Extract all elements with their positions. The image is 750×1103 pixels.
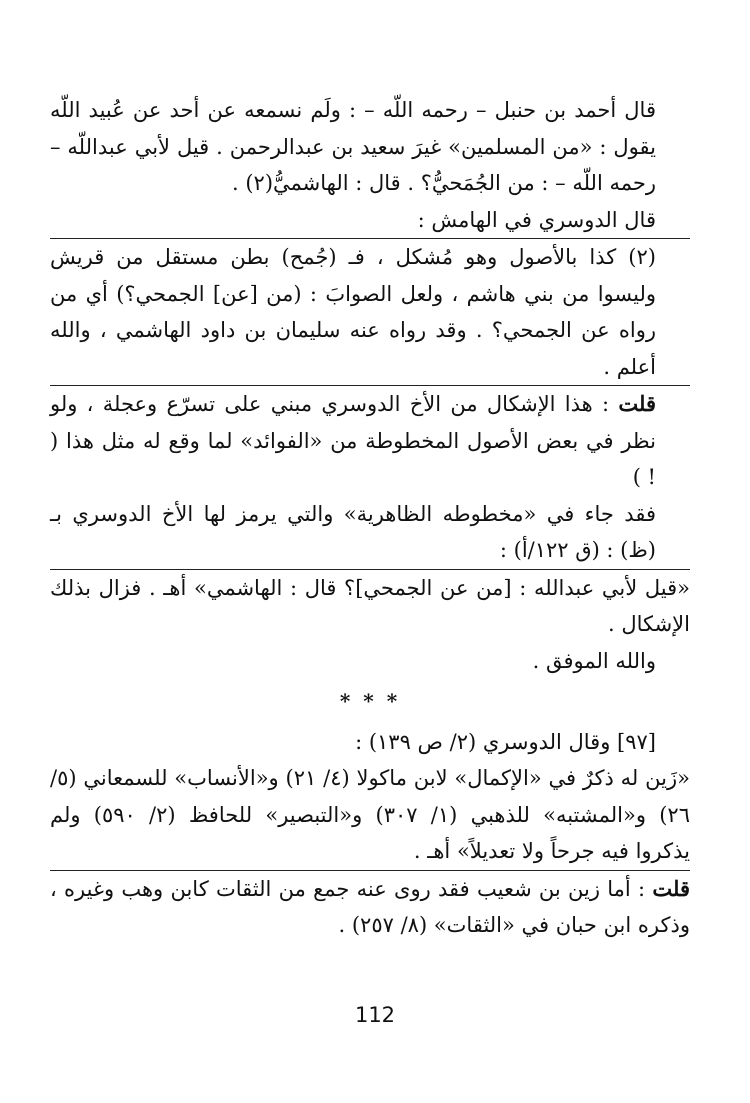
paragraph-footnote-2: (٢) كذا بالأصول وهو مُشكل ، فـ (جُمح) بطن مستقل من قريش وليسوا من بني هاشم ، ولعل الصوابَ : (من [عن] الجمحي؟) أي من رواه عن الجمحي؟ . وقد رواه عنه سليمان بن داود الهاشمي ، والله أعلم . xyxy=(50,245,656,379)
paragraph-entry-97: [٩٧] وقال الدوسري (٢/ ص ١٣٩) : xyxy=(355,729,656,754)
paragraph-manuscript-ref: فقد جاء في «مخطوطه الظاهرية» والتي يرمز لها الأخ الدوسري بـ (ظ) : (ق ١٢٢/أ) : xyxy=(50,501,656,562)
qultu-label-2: قلت xyxy=(652,875,690,901)
page-body xyxy=(50,92,690,944)
qultu-label: قلت xyxy=(618,391,656,416)
qultu-text-2: : أما زين بن شعيب فقد روى عنه جمع من الثقات كابن وهب وغيره ، وذكره ابن حبان في «الثقات» (٨/ ٢٥٧) . xyxy=(50,876,690,937)
section-separator-stars: * * * xyxy=(339,689,401,713)
paragraph-qultu-1 xyxy=(50,386,690,496)
paragraph-zayn-quote: «زَين له ذكرٌ في «الإكمال» لابن ماكولا (٤/ ٢١) و«الأنساب» للسمعاني (٥/ ٢٦) و«المشتبه» للذهبي (١/ ٣٠٧) و«التبصير» للحافظ (٢/ ٥٩٠) ولم يذكروا فيه جرحاً ولا تعديلاً» أهـ . xyxy=(50,766,690,863)
paragraph-qultu-2 xyxy=(50,871,690,944)
paragraph-ahmad-quote: قال أحمد بن حنبل – رحمه اللّه – : ولَم نسمعه عن أحد عن عُبيد اللّه يقول : «من المسلمين» غيرَ سعيد بن عبدالرحمن . قيل لأبي عبداللّه – رحمه اللّه – : من الجُمَحيُّ؟ . قال : الهاشميُّ(٢) . xyxy=(50,98,656,195)
paragraph-dosari-margin-intro: قال الدوسري في الهامش : xyxy=(417,207,656,232)
paragraph-closing: والله الموفق . xyxy=(532,648,656,673)
qultu-text: : هذا الإشكال من الأخ الدوسري مبني على تسرّع وعجلة ، ولو نظر في بعض الأصول المخطوطة من «الفوائد» لما وقع له مثل هذا ( ! ) xyxy=(50,392,656,489)
paragraph-manuscript-quote: «قيل لأبي عبدالله : [من عن الجمحي]؟ قال : الهاشمي» أهـ . فزال بذلك الإشكال . xyxy=(50,575,690,636)
page-number: 112 xyxy=(354,1003,396,1027)
